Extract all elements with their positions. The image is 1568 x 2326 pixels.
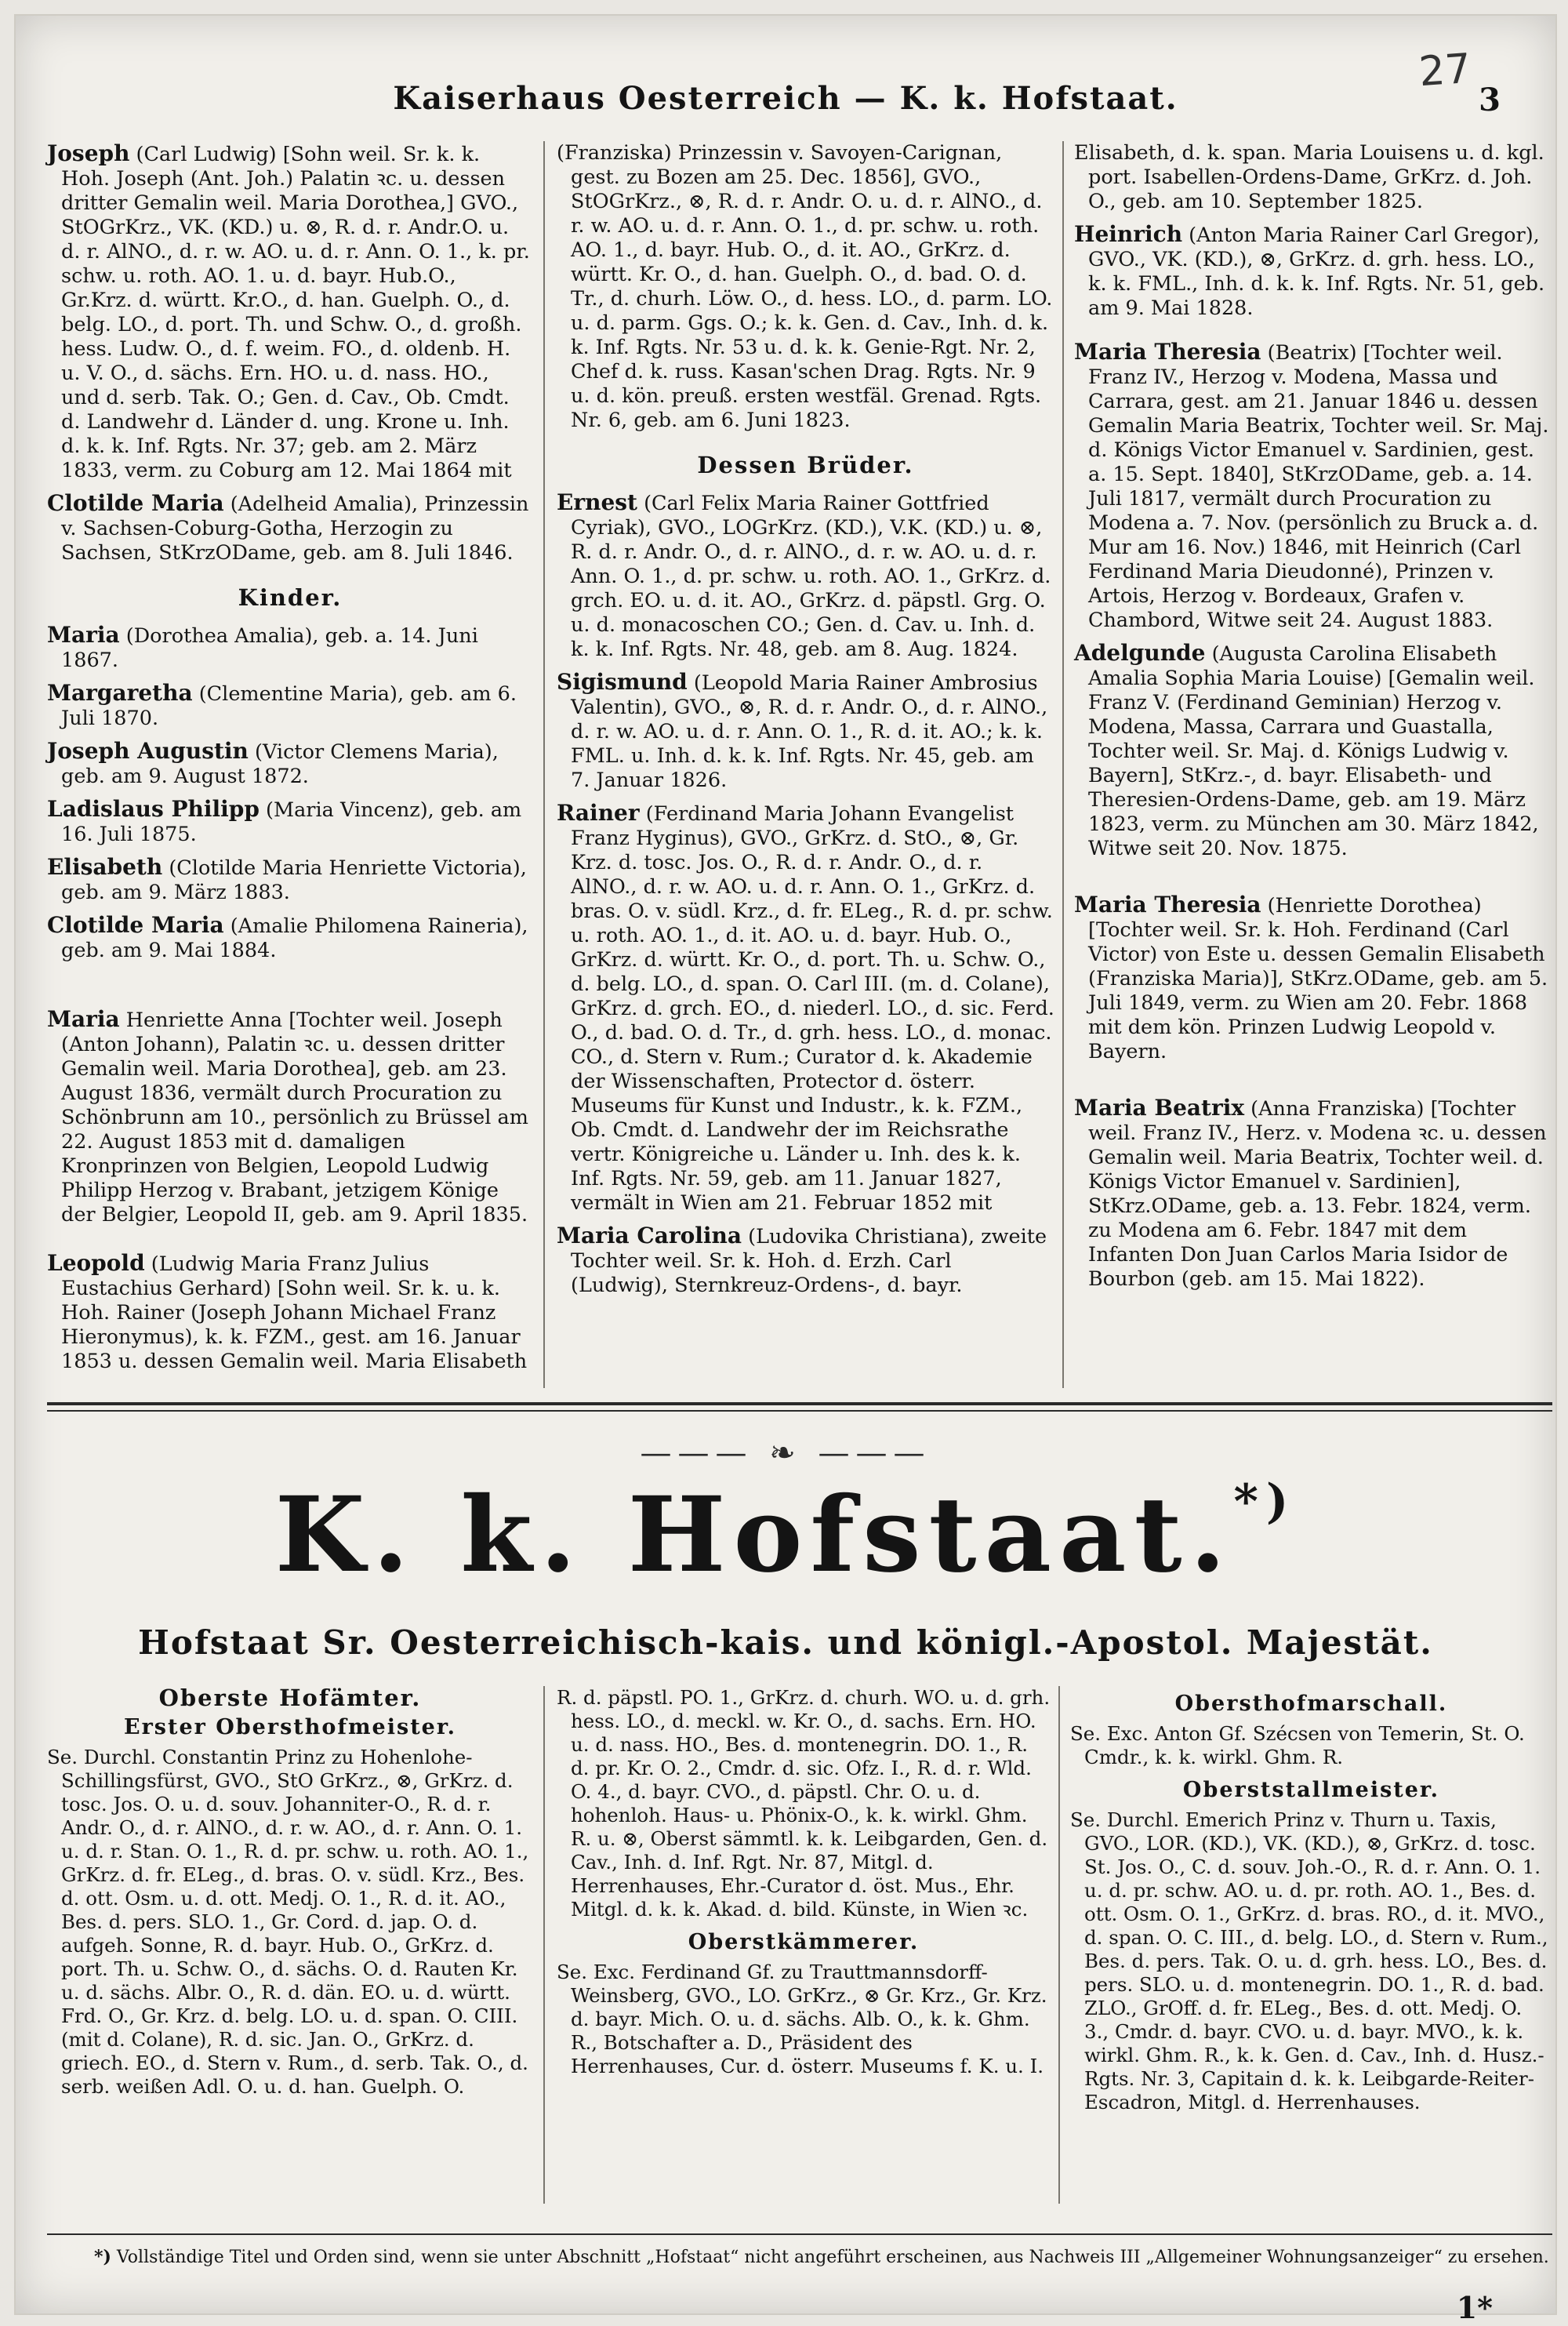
- entry-text: (Dorothea Amalia), geb. a. 14. Juni 1867.: [61, 624, 478, 672]
- entry-name: Elisabeth: [47, 854, 163, 880]
- footnote-mark: *): [94, 2247, 111, 2267]
- section-title: [16, 1474, 1555, 1596]
- entry-name: Clotilde Maria: [47, 490, 224, 516]
- column-divider: [1062, 141, 1064, 1388]
- entry-adelgunde: [1074, 641, 1552, 861]
- column-divider: [543, 1686, 545, 2204]
- column-2: [557, 141, 1054, 1388]
- entry-name: Maria Beatrix: [1074, 1095, 1245, 1121]
- signature-mark: 1*: [1456, 2290, 1493, 2325]
- entry-text: (Ludwig Maria Franz Julius Eustachius Gerhard) [Sohn weil. Sr. k. u. k. Hoh. Rainer (Joseph Johann Michael Franz Hieronymus), k. k. FZM., gest. am 16. Januar 1853 u. dessen Gemalin weil. Maria Elisabeth: [61, 1252, 528, 1373]
- entry-leopold: [47, 1251, 533, 1374]
- page: [14, 14, 1557, 2325]
- entry-name: Maria Theresia: [1074, 892, 1261, 918]
- entry-maria-carolina: [557, 1223, 1054, 1298]
- obersthofmarschall-heading: Obersthofmarschall.: [1174, 1692, 1448, 1716]
- section-subtitle: Hofstaat Sr. Oesterreichisch-kais. und königl.-Apostol. Majestät.: [138, 1623, 1433, 1662]
- page-number: 3: [1479, 82, 1501, 118]
- entry-name: Maria Carolina: [557, 1223, 742, 1248]
- section-title-text: K. k. Hofstaat.: [274, 1474, 1234, 1596]
- entry-child: [47, 797, 533, 847]
- entry-name: Joseph Augustin: [47, 738, 249, 764]
- entry-rainer: [557, 801, 1054, 1216]
- entry-maria-beatrix: [1074, 1096, 1552, 1292]
- obersthofmarschall-text: Se. Exc. Anton Gf. Szécsen von Temerin, St. O. Cmdr., k. k. wirkl. Ghm. R.: [1070, 1722, 1525, 1768]
- column-divider: [543, 141, 545, 1388]
- bottom-column-2: [557, 1686, 1051, 2088]
- bottom-column-1: [47, 1686, 533, 2108]
- oberste-hofaemter-heading: Oberste Hofämter.: [158, 1685, 422, 1711]
- entry-name: Leopold: [47, 1250, 145, 1276]
- entry-text: (Amalie Philomena Raineria), geb. am 9. Mai 1884.: [61, 914, 528, 962]
- oberstkaemmerer-text: Se. Exc. Ferdinand Gf. zu Trauttmannsdorff-Weinsberg, GVO., LO. GrKrz., ⊗ Gr. Krz., Gr. Krz. d. bayr. Mich. O. u. d. sächs. Alb. O., k. k. Ghm. R., Botschafter a. D., Präsident des Herrenhauses, Cur. d. österr. Museums f. K. u. I.: [557, 1961, 1047, 2077]
- ornament: ——— ❧ ———: [640, 1435, 931, 1471]
- brueder-heading: Dessen Brüder.: [697, 452, 914, 478]
- section-rule: [47, 1402, 1552, 1405]
- entry-text: (Victor Clemens Maria), geb. am 9. August 1872.: [61, 740, 499, 788]
- entry-clotilde-maria: [47, 491, 533, 565]
- entry-text: (Augusta Carolina Elisabeth Amalia Sophia Maria Louise) [Gemalin weil. Franz V. (Ferdinand Geminian) Herzog v. Modena, Massa, Carrara und Guastalla, Tochter weil. Sr. Maj. d. Königs Ludwig v. Bayern], StKrz.-, d. bayr. Elisabeth- und Theresien-Ordens-Dame, geb. am 19. März 1823, verm. zu München am 30. März 1842, Witwe seit 20. Nov. 1875.: [1088, 642, 1539, 860]
- running-title: Kaiserhaus Oesterreich — K. k. Hofstaat.: [393, 80, 1178, 117]
- oberststallmeister-heading: Oberststallmeister.: [1182, 1778, 1440, 1802]
- entry-text: (Maria Vincenz), geb. am 16. Juli 1875.: [61, 798, 522, 846]
- obersthofmeister-heading: Erster Obersthofmeister.: [123, 1715, 456, 1739]
- entry-text: (Carl Felix Maria Rainer Gottfried Cyriak), GVO., LOGrKrz. (KD.), V.K. (KD.) u. ⊗, R. d. r. Andr. O., d. r. AlNO., d. r. w. AO. u. d. r. Ann. O. 1., d. pr. schw. u. roth. AO. 1., GrKrz. d. grch. EO. u. d. it. AO., GrKrz. d. päpstl. Grg. O. u. d. monacoschen CO.; Gen. d. Cav. u. Inh. d. k. k. Inf. Rgts. Nr. 48, geb. am 8. Aug. 1824.: [571, 492, 1051, 661]
- section-rule: [47, 1410, 1552, 1412]
- top-columns: [47, 141, 1552, 1388]
- entry-name: Maria: [47, 1006, 120, 1032]
- entry-name: Adelgunde: [1074, 640, 1206, 666]
- entry-text: (Ferdinand Maria Johann Evangelist Franz Hyginus), GVO., GrKrz. d. StO., ⊗, Gr. Krz. d. tosc. Jos. O., R. d. r. Andr. O., d. r. AlNO., d. r. w. AO. u. d. r. Ann. O. 1., GrKrz. d. bras. O. v. südl. Krz., d. fr. ELeg., R. d. pr. schw. u. roth. AO. 1., d. it. AO. u. d. bayr. Hub. O., GrKrz. d. württ. Kr. O., d. port. Th. u. Schw. O., d. belg. LO., d. span. O. Carl III. (m. d. Colane), GrKrz. d. grch. EO., d. niederl. LO., d. sic. Ferd. O., d. bad. O. d. Tr., d. grh. hess. LO., d. monac. CO., d. Stern v. Rum.; Curator d. k. Akademie der Wissenschaften, Protector d. österr. Museums für Kunst und Industr., k. k. FZM., Ob. Cmdt. d. Landwehr der im Reichsrathe vertr. Königreiche u. Länder u. Inh. des k. k. Inf. Rgts. Nr. 59, geb. am 11. Januar 1827, vermält in Wien am 21. Februar 1852 mit: [571, 802, 1054, 1215]
- bottom-column-3: [1070, 1686, 1552, 2124]
- entry-text: (Carl Ludwig) [Sohn weil. Sr. k. k. Hoh. Joseph (Ant. Joh.) Palatin ꝛc. u. dessen dritter Gemalin weil. Maria Dorothea,] GVO., StOGrKrz., VK. (KD.) u. ⊗, R. d. r. Andr.O. u. d. r. AlNO., d. r. w. AO. u. d. r. Ann. O. 1., k. pr. schw. u. roth. AO. 1. u. d. bayr. Hub.O., Gr.Krz. d. württ. Kr.O., d. han. Guelph. O., d. belg. LO., d. port. Th. und Schw. O., d. großh. hess. Ludw. O., d. f. weim. FO., d. oldenb. H. u. V. O., d. sächs. Ern. HO. u. d. nass. HO., und d. serb. Tak. O.; Gen. d. Cav., Ob. Cmdt. d. Landwehr d. Länder d. ung. Krone u. Inh. d. k. k. Inf. Rgts. Nr. 37; geb. am 2. März 1833, verm. zu Coburg am 12. Mai 1864 mit: [61, 143, 530, 482]
- entry-text: (Anton Maria Rainer Carl Gregor), GVO., VK. (KD.), ⊗, GrKrz. d. grh. hess. LO., k. k. FML., Inh. d. k. k. Inf. Rgts. Nr. 51, geb. am 9. Mai 1828.: [1088, 224, 1545, 320]
- oberststallmeister-text: Se. Durchl. Emerich Prinz v. Thurn u. Taxis, GVO., LOR. (KD.), VK. (KD.), ⊗, GrKrz. d. tosc. St. Jos. O., C. d. souv. Joh.-O., R. d. r. Ann. O. 1. u. d. pr. schw. AO. u. d. pr. roth. AO. 1., Bes. d. ott. Osm. O. 1., GrKrz. d. bras. RO., d. it. MVO., d. span. O. C. III., d. belg. LO., d. Stern v. Rum., Bes. d. pers. Tak. O. u. d. grh. hess. LO., Bes. d. pers. SLO. u. d. montenegrin. DO. 1., R. d. bad. ZLO., GrOff. d. fr. ELeg., Bes. d. ott. Medj. O. 3., Cmdr. d. bayr. CVO. u. d. bayr. MVO., k. k. wirkl. Ghm. R., k. k. Gen. d. Cav., Inh. d. Husz.-Rgts. Nr. 3, Capitain d. k. k. Leibgarde-Reiter-Escadron, Mitgl. d. Herrenhauses.: [1070, 1808, 1548, 2113]
- entry-text: (Henriette Dorothea) [Tochter weil. Sr. k. Hoh. Ferdinand (Carl Victor) von Este u. dessen Gemalin Elisabeth (Franziska Maria)], StKrz.ODame, geb. am 5. Juli 1849, verm. zu Wien am 20. Febr. 1868 mit dem kön. Prinzen Ludwig Leopold v. Bayern.: [1088, 894, 1548, 1063]
- entry-continuation: (Franziska) Prinzessin v. Savoyen-Carignan, gest. zu Bozen am 25. Dec. 1856], GVO., StOGrKrz., ⊗, R. d. r. Andr. O. u. d. r. AlNO., d. r. w. AO. u. d. r. Ann. O. 1., d. pr. schw. u. roth. AO. 1., d. bayr. Hub. O., d. it. AO., GrKrz. d. württ. Kr. O., d. han. Guelph. O., d. bad. O. d. Tr., d. churh. Löw. O., d. hess. LO., d. parm. LO. u. d. parm. Ggs. O.; k. k. Gen. d. Cav., Inh. d. k. k. Inf. Rgts. Nr. 53 u. d. k. k. Genie-Rgt. Nr. 2, Chef d. k. russ. Kasan'schen Drag. Rgts. Nr. 9 u. d. kön. preuß. ersten westfäl. Grenad. Rgts. Nr. 6, geb. am 6. Juni 1823.: [557, 141, 1053, 432]
- handwritten-page-number: 27: [1417, 45, 1473, 96]
- entry-name: Ladislaus Philipp: [47, 796, 260, 822]
- entry-name: Rainer: [557, 800, 640, 826]
- entry-name: Clotilde Maria: [47, 912, 224, 938]
- entry-maria-theresia-beatrix: [1074, 340, 1552, 633]
- entry-child: [47, 623, 533, 673]
- entry-text: (Ludovika Christiana), zweite Tochter weil. Sr. k. Hoh. d. Erzh. Carl (Ludwig), Sternkreuz-Ordens-, d. bayr.: [571, 1225, 1047, 1297]
- entry-name: Maria Theresia: [1074, 339, 1261, 365]
- entry-text: (Clementine Maria), geb. am 6. Juli 1870.: [61, 682, 517, 730]
- column-divider: [1058, 1686, 1060, 2204]
- oberstkaemmerer-heading: Oberstkämmerer.: [688, 1930, 920, 1954]
- entry-text: (Anna Franziska) [Tochter weil. Franz IV., Herz. v. Modena ꝛc. u. dessen Gemalin weil. Maria Beatrix, Tochter weil. d. Königs Victor Emanuel v. Sardinien], StKrz.ODame, geb. a. 13. Febr. 1824, verm. zu Modena am 6. Febr. 1847 mit dem Infanten Don Juan Carlos Maria Isidor de Bourbon (geb. am 15. Mai 1822).: [1088, 1097, 1547, 1291]
- entry-sigismund: [557, 670, 1054, 793]
- entry-maria-theresia-henriette: [1074, 892, 1552, 1064]
- entry-text: (Beatrix) [Tochter weil. Franz IV., Herzog v. Modena, Massa und Carrara, gest. am 21. Januar 1846 u. dessen Gemalin Maria Beatrix, Tochter weil. Sr. Maj. d. Königs Victor Emanuel v. Sardinien, gest. a. 15. Sept. 1840], StKrzODame, geb. a. 14. Juli 1817, vermält durch Procuration zu Modena a. 7. Nov. (persönlich zu Bruck a. d. Mur am 16. Nov.) 1846, mit Heinrich (Carl Ferdinand Maria Dieudonné), Prinzen v. Artois, Herzog v. Bordeaux, Grafen v. Chambord, Witwe seit 24. August 1883.: [1088, 341, 1549, 632]
- entry-text: (Leopold Maria Rainer Ambrosius Valentin), GVO., ⊗, R. d. r. Andr. O., d. r. AlNO., d. r. w. AO. u. d. r. Ann. O. 1., R. d. it. AO.; k. k. FML. u. Inh. d. k. k. Inf. Rgts. Nr. 45, geb. am 7. Januar 1826.: [571, 671, 1048, 792]
- continuation-text: R. d. päpstl. PO. 1., GrKrz. d. churh. WO. u. d. grh. hess. LO., d. meckl. w. Kr. O., d. sachs. Ern. HO. u. d. nass. HO., Bes. d. montenegrin. DO. 1., R. d. pr. Kr. O. 2., Cmdr. d. sic. Ofz. I., R. d. r. Wld. O. 4., d. bayr. CVO., d. päpstl. Chr. O. u. d. hohenloh. Haus- u. Phönix-O., k. k. wirkl. Ghm. R. u. ⊗, Oberst sämmtl. k. k. Leibgarden, Gen. d. Cav., Inh. d. Inf. Rgt. Nr. 87, Mitgl. d. Herrenhauses, Ehr.-Curator d. öst. Mus., Ehr. Mitgl. d. k. k. Akad. d. bild. Künste, in Wien ꝛc.: [557, 1686, 1051, 1921]
- entry-child: [47, 681, 533, 731]
- entry-text: (Clotilde Maria Henriette Victoria), geb. am 9. März 1883.: [61, 856, 527, 904]
- footnote-mark: *): [1233, 1474, 1297, 1529]
- entry-ernest: [557, 490, 1054, 662]
- column-3: [1074, 141, 1552, 1388]
- entry-joseph: [47, 141, 533, 483]
- obersthofmeister-text: Se. Durchl. Constantin Prinz zu Hohenlohe-Schillingsfürst, GVO., StO GrKrz., ⊗, GrKrz. d. tosc. Jos. O. u. d. souv. Johanniter-O., R. d. r. Andr. O., d. r. AlNO., d. r. w. AO., d. r. Ann. O. 1. u. d. r. Stan. O. 1., R. d. pr. schw. u. roth. AO. 1., GrKrz. d. fr. ELeg., d. bras. O. v. südl. Krz., Bes. d. ott. Osm. u. d. ott. Medj. O. 1., R. d. it. AO., Bes. d. pers. SLO. 1., Gr. Cord. d. jap. O. d. aufgeh. Sonne, R. d. bayr. Hub. O., GrKrz. d. port. Th. u. Schw. O., d. sächs. O. d. Rauten Kr. u. d. sächs. Albr. O., R. d. dän. EO. u. d. württ. Frd. O., Gr. Krz. d. belg. LO. u. d. span. O. CIII. (mit d. Colane), R. d. sic. Jan. O., GrKrz. d. griech. EO., d. Stern v. Rum., d. serb. Tak. O., d. serb. weißen Adl. O. u. d. han. Guelph. O.: [47, 1746, 529, 2098]
- entry-maria-henriette: [47, 1007, 533, 1227]
- entry-continuation: Elisabeth, d. k. span. Maria Louisens u. d. kgl. port. Isabellen-Ordens-Dame, GrKrz. d. Joh. O., geb. am 10. September 1825.: [1074, 141, 1544, 213]
- entry-name: Joseph: [47, 140, 130, 166]
- entry-heinrich: [1074, 222, 1552, 321]
- entry-child: [47, 913, 533, 963]
- entry-name: Sigismund: [557, 669, 688, 695]
- entry-name: Margaretha: [47, 680, 193, 706]
- entry-name: Maria: [47, 622, 120, 648]
- footnote-rule: [47, 2233, 1552, 2235]
- entry-text: Henriette Anna [Tochter weil. Joseph (Anton Johann), Palatin ꝛc. u. dessen dritter Gemalin weil. Maria Dorothea], geb. am 23. August 1836, vermält durch Procuration zu Schönbrunn am 10., persönlich zu Brüssel am 22. August 1853 mit d. damaligen Kronprinzen von Belgien, Leopold Ludwig Philipp Herzog v. Brabant, jetzigem Könige der Belgier, Leopold II, geb. am 9. April 1835.: [61, 1009, 528, 1227]
- entry-child: [47, 855, 533, 905]
- entry-name: Heinrich: [1074, 221, 1183, 247]
- entry-name: Ernest: [557, 489, 637, 515]
- kinder-heading: Kinder.: [238, 584, 343, 611]
- footnote: [47, 2246, 1552, 2269]
- bottom-columns: [47, 1686, 1552, 2235]
- column-1: [47, 141, 533, 1388]
- entry-child: [47, 739, 533, 789]
- footnote-text: Vollständige Titel und Orden sind, wenn sie unter Abschnitt „Hofstaat“ nicht angeführt erscheinen, aus Nachweis III „Allgemeiner Wohnungsanzeiger“ zu ersehen.: [116, 2248, 1549, 2267]
- entry-text: (Adelheid Amalia), Prinzessin v. Sachsen-Coburg-Gotha, Herzogin zu Sachsen, StKrzODame, geb. am 8. Juli 1846.: [61, 492, 529, 565]
